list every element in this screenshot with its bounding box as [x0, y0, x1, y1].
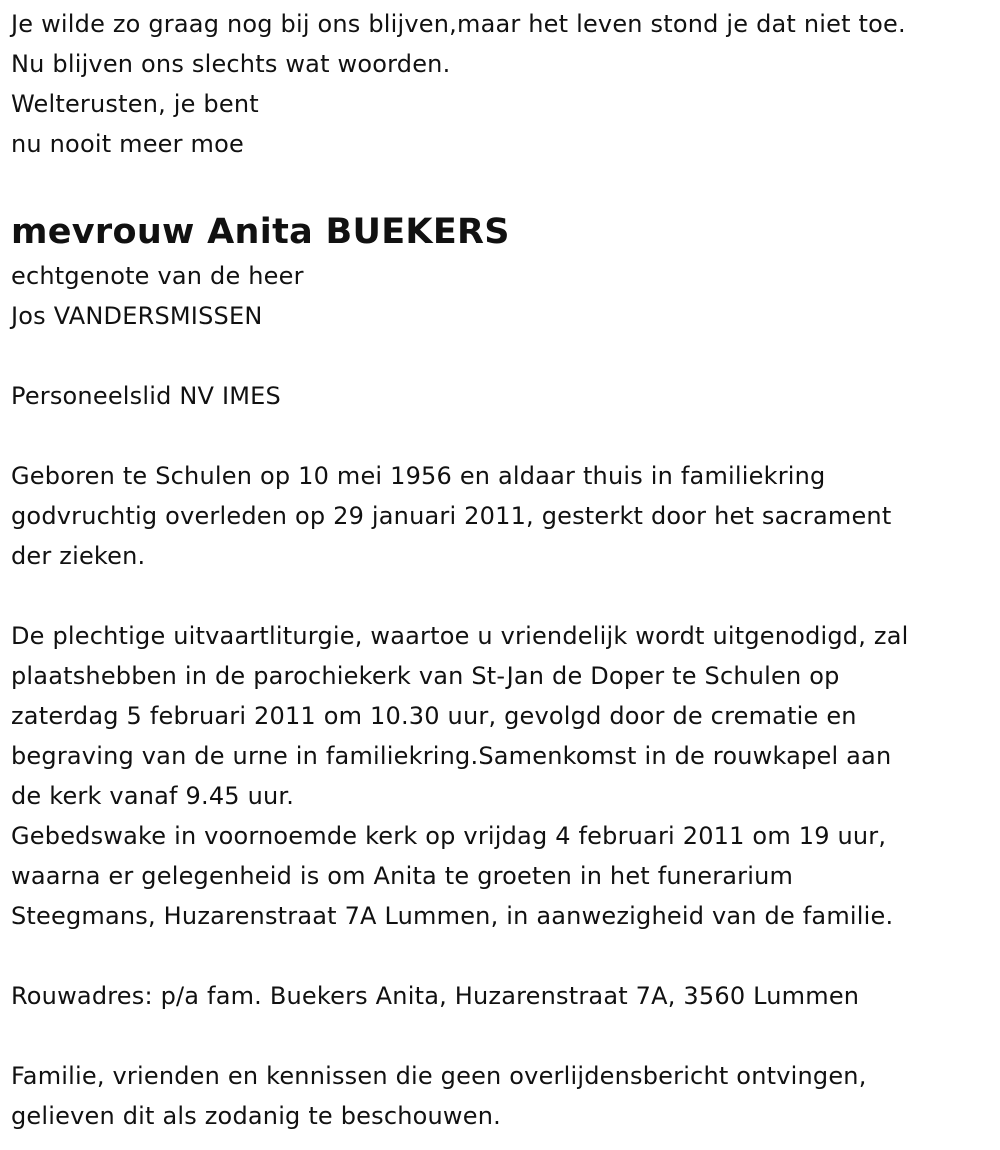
paragraph-line: godvruchtig overleden op 29 januari 2011, gesterkt door het sacrament — [11, 502, 892, 530]
poem — [11, 4, 996, 164]
spacer — [11, 576, 996, 616]
poem-line: Welterusten, je bent — [11, 90, 259, 118]
paragraph-line: Familie, vrienden en kennissen die geen overlijdensbericht ontvingen, — [11, 1062, 867, 1090]
paragraph-line: zaterdag 5 februari 2011 om 10.30 uur, gevolgd door de crematie en — [11, 702, 857, 730]
spacer — [11, 164, 996, 208]
occupation: Personeelslid NV IMES — [11, 382, 281, 410]
paragraph-line: gelieven dit als zodanig te beschouwen. — [11, 1102, 501, 1130]
poem-line: nu nooit meer moe — [11, 130, 244, 158]
deceased-block — [11, 208, 996, 336]
paragraph-line: De plechtige uitvaartliturgie, waartoe u vriendelijk wordt uitgenodigd, zal — [11, 622, 909, 650]
spacer — [11, 336, 996, 376]
paragraph-line: begraving van de urne in familiekring.Samenkomst in de rouwkapel aan — [11, 742, 892, 770]
poem-line: Nu blijven ons slechts wat woorden. — [11, 50, 451, 78]
paragraph-line: Steegmans, Huzarenstraat 7A Lummen, in aanwezigheid van de familie. — [11, 902, 894, 930]
spouse-line: echtgenote van de heer — [11, 262, 304, 290]
spacer — [11, 416, 996, 456]
obituary-notice — [11, 4, 996, 1136]
spacer — [11, 1016, 996, 1056]
mourning-address: Rouwadres: p/a fam. Buekers Anita, Huzarenstraat 7A, 3560 Lummen — [11, 982, 860, 1010]
poem-line: Je wilde zo graag nog bij ons blijven,maar het leven stond je dat niet toe. — [11, 10, 906, 38]
deceased-name: mevrouw Anita BUEKERS — [11, 212, 510, 252]
funeral-paragraph — [11, 616, 996, 936]
birth-death-paragraph — [11, 456, 996, 576]
paragraph-line: Gebedswake in voornoemde kerk op vrijdag 4 februari 2011 om 19 uur, — [11, 822, 887, 850]
paragraph-line: Geboren te Schulen op 10 mei 1956 en aldaar thuis in familiekring — [11, 462, 826, 490]
paragraph-line: de kerk vanaf 9.45 uur. — [11, 782, 295, 810]
spacer — [11, 936, 996, 976]
paragraph-line: plaatshebben in de parochiekerk van St-Jan de Doper te Schulen op — [11, 662, 840, 690]
paragraph-line: der zieken. — [11, 542, 146, 570]
paragraph-line: waarna er gelegenheid is om Anita te groeten in het funerarium — [11, 862, 794, 890]
spouse-name: Jos VANDERSMISSEN — [11, 302, 263, 330]
closing-paragraph — [11, 1056, 996, 1136]
